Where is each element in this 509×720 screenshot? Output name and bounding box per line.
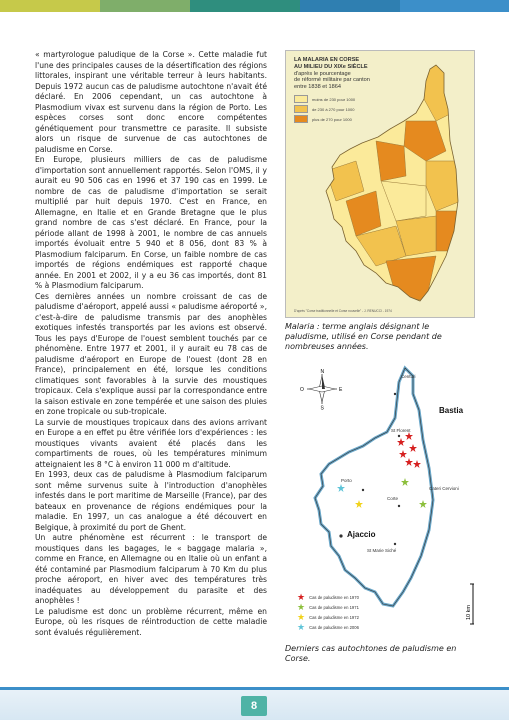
top-color-bar bbox=[0, 0, 509, 12]
legend-item: plus de 270 pour 1000 bbox=[294, 115, 355, 123]
paragraph: Un autre phénomène est récurrent : le transport de moustiques dans les bagages, le « baggage malaria », comme en France, en Allemagne ou en Italie où un enfant a été contaminé par Plasmodium falciparum à 70 Km du plus proche aéroport, en hiver avec des températures très inadéquates au développement du parasite et des anophèles ! bbox=[35, 533, 267, 605]
map-legend bbox=[294, 95, 355, 125]
cases-legend bbox=[297, 592, 359, 632]
top-bar-segment bbox=[190, 0, 300, 12]
body-text bbox=[35, 50, 267, 638]
place-centuri: Centuri bbox=[401, 374, 416, 379]
paragraph: La survie de moustiques tropicaux dans des avions arrivant en Europe a en effet pu être vérifiée lors d'expériences : les moustiques vivants avaient été placés dans les compartiments de roues, où les températures minimum atteignaient les 8 °C à environ 11 000 m d'altitude. bbox=[35, 417, 267, 469]
map-title: LA MALARIA EN CORSE AU MILIEU DU XIXe SIÈCLE d'après le pourcentage de réformé militaire par canton entre 1838 et 1864 bbox=[294, 57, 370, 91]
top-bar-segment bbox=[300, 0, 400, 12]
map-source: D'après "Corse traditionnelle et Corse nouvelle" - J. RENUCCI - 1974 bbox=[294, 309, 392, 313]
legend-item: ★ Cas de paludisme en 1971 bbox=[297, 601, 359, 612]
place-porto: Porto bbox=[341, 478, 352, 483]
star-icon: ★ bbox=[297, 591, 306, 602]
top-bar-segment bbox=[0, 0, 100, 12]
paragraph: Ces dernières années un nombre croissant de cas de paludisme d'aéroport, appelé aussi « paludisme aéroporté », c'est-à-dire de paludisme transmis par des anophèles exotiques infestés transportés par les avions est observé. Tous les pays d'Europe de l'ouest semblent touchés par ce phénomène. Entre 1977 et 2001, il y aurait eu 78 cas de paludisme d'aéroport en Europe de l'ouest (dont 28 en France), principalement en été, lorsque les conditions climatiques sont favorables à la survie des moustiques tropicaux. Cela s'explique aussi par la correspondance entre la saison estivale en zone tempérée et une saison des pluies en zone tropicale ou sub-tropicale. bbox=[35, 291, 267, 416]
compass-s: S bbox=[320, 405, 324, 410]
star-icon: ★ bbox=[297, 601, 306, 612]
legend-item: ★ Cas de paludisme en 1972 bbox=[297, 611, 359, 622]
top-bar-segment bbox=[100, 0, 190, 12]
place-ajaccio: Ajaccio bbox=[347, 530, 376, 539]
place-corte: Corte bbox=[387, 496, 399, 501]
map-caption: Derniers cas autochtones de paludisme en Corse. bbox=[285, 644, 457, 663]
paragraph: En 1993, deux cas de paludisme à Plasmodium falciparum sont même survenus suite à l'introduction d'anophèles infestés dans le port maritime de Marseille (France), par des bateaux en provenance de régions endémiques pour la maladie. En 1997, un cas analogue a été découvert en Belgique, à proximité du port de Ghent. bbox=[35, 470, 267, 532]
place-st-florent: St Florent bbox=[391, 428, 411, 433]
legend-item: ★ Cas de paludisme en 1970 bbox=[297, 591, 359, 602]
paragraph: En Europe, plusieurs milliers de cas de paludisme d'importation sont annuellement rapportés. Selon l'OMS, il y aurait eu 90 506 cas en 1996 et 37 190 cas en 1999. Le nombre de cas de paludisme d'importation se serait multiplié par huit depuis 1970. C'est en France, en Allemagne, en Italie et en Grande Bretagne que le plus grand nombre de cas s'est déclaré. En France, pour la période allant de 1998 à 2001, le nombre de cas annuels importés évoluait entre 5 940 et 8 056, dont 83 % à Plasmodium falciparum. En Corse, un faible nombre de cas importés de régions endémiques est rapporté chaque année. En 2001 et 2002, il y a eu 36 cas importés, dont 81 % à Plasmodium falciparum. bbox=[35, 155, 267, 290]
paragraph: Le paludisme est donc un problème récurrent, même en Europe, où les risques de réintroduction de cette maladie sont évalués régulièrement. bbox=[35, 606, 267, 637]
malaria-map-19th-century bbox=[285, 50, 475, 318]
star-icon: ★ bbox=[297, 611, 306, 622]
place-st-marie-siche: St Marie Siché bbox=[367, 548, 397, 553]
legend-item: moins de 230 pour 1000 bbox=[294, 95, 355, 103]
place-bastia: Bastia bbox=[439, 406, 464, 415]
star-icon: ★ bbox=[297, 621, 306, 632]
compass-o: O bbox=[300, 387, 304, 393]
place-cervioni: Cateri Cervioni bbox=[429, 486, 459, 491]
paragraph: « martyrologue paludique de la Corse ». Cette maladie fut l'une des principales causes de la désertification des régions littorales, inspirant une véritable terreur à leurs habitants. Depuis 1972 aucun cas de paludisme autochtone n'avait été déclaré. En 2006 cependant, un cas autochtone à Plasmodium vivax est survenu dans la région de Porto. Les espèces corses sont donc encore compétentes génétiquement pour transmettre ce parasite. Il subsiste alors un risque de survenue de cas autochtones de paludisme en Corse. bbox=[35, 50, 267, 154]
compass-e: E bbox=[339, 387, 343, 393]
scale-label: 10 km bbox=[466, 605, 472, 620]
top-bar-segment bbox=[400, 0, 509, 12]
map-caption: Malaria : terme anglais désignant le paludisme, utilisé en Corse pendant de nombreuses années. bbox=[285, 322, 442, 351]
legend-item: de 230 à 270 pour 1000 bbox=[294, 105, 355, 113]
scale-bar bbox=[465, 582, 475, 626]
compass-n: N bbox=[320, 369, 325, 375]
page-number: 8 bbox=[241, 696, 267, 716]
autochthonous-cases-map bbox=[283, 360, 478, 632]
legend-item: ★ Cas de paludisme en 2006 bbox=[297, 621, 359, 632]
